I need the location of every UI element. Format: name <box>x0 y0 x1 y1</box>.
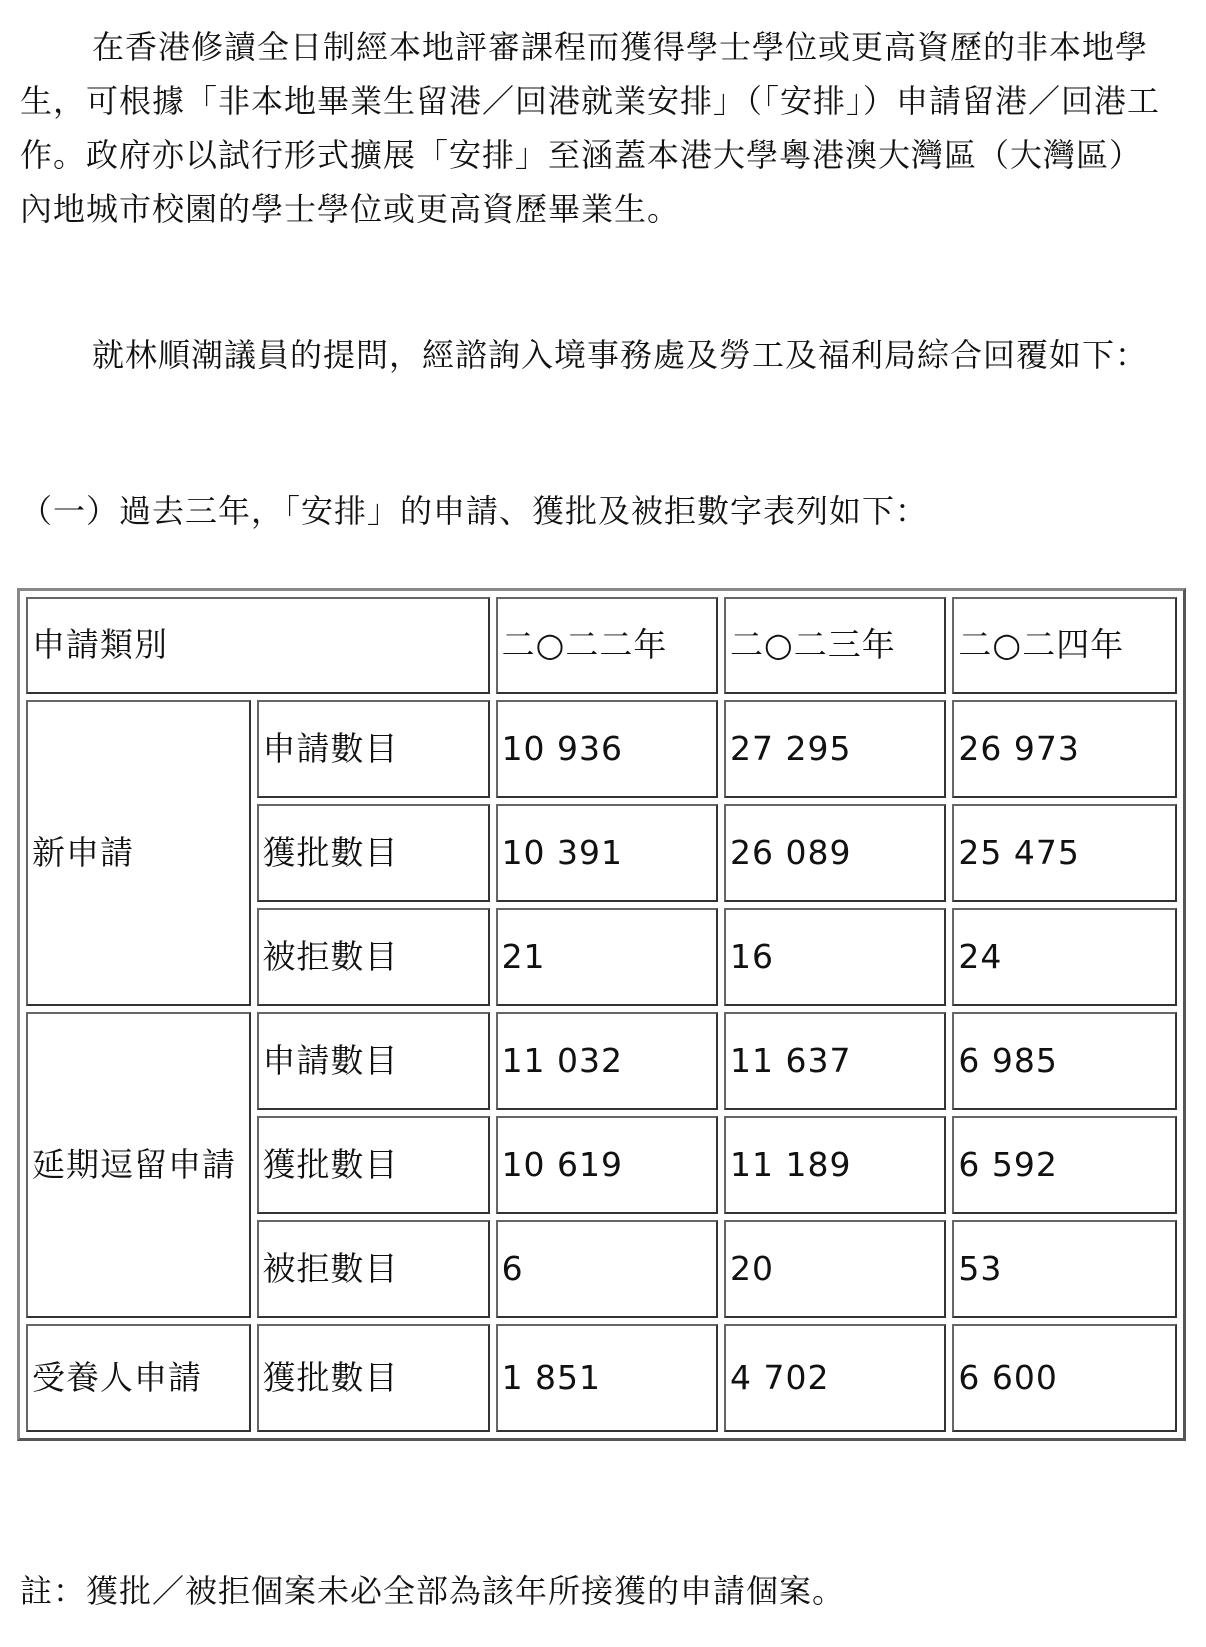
table-header-row <box>26 597 1177 694</box>
table-row <box>26 1324 1177 1433</box>
value-cell: 53 <box>952 1220 1177 1318</box>
value-cell: 11 032 <box>496 1012 718 1110</box>
value-cell: 27 295 <box>724 700 946 798</box>
value-cell: 10 936 <box>496 700 718 798</box>
value-cell: 26 973 <box>952 700 1177 798</box>
group-label-dependant: 受養人申請 <box>26 1324 251 1433</box>
value-cell: 16 <box>724 908 946 1006</box>
value-cell: 1 851 <box>496 1324 718 1433</box>
value-cell: 6 592 <box>952 1116 1177 1214</box>
value-cell: 6 985 <box>952 1012 1177 1110</box>
value-cell: 26 089 <box>724 804 946 902</box>
group-label-extension: 延期逗留申請 <box>26 1012 251 1318</box>
value-cell: 10 391 <box>496 804 718 902</box>
header-year-2022: 二○二二年 <box>496 597 718 694</box>
reply-paragraph: 就林順潮議員的提問，經諮詢入境事務處及勞工及福利局綜合回覆如下： <box>92 336 1149 374</box>
statistics-table-frame <box>17 588 1186 1441</box>
value-cell: 6 <box>496 1220 718 1318</box>
value-cell: 6 600 <box>952 1324 1177 1433</box>
intro-paragraph: 在香港修讀全日制經本地評審課程而獲得學士學位或更高資歷的非本地學生，可根據「非本地畢業生留港／回港就業安排」（「安排」）申請留港／回港工作。政府亦以試行形式擴展「安排」至涵蓋本港大學粵港澳大灣區（大灣區）內地城市校園的學士學位或更高資歷畢業生。 <box>20 28 1161 228</box>
footnote: 註：獲批／被拒個案未必全部為該年所接獲的申請個案。 <box>20 1572 846 1610</box>
row-type-label: 申請數目 <box>257 1012 490 1110</box>
row-type-label: 被拒數目 <box>257 1220 490 1318</box>
row-type-label: 獲批數目 <box>257 804 490 902</box>
header-year-2024: 二○二四年 <box>952 597 1177 694</box>
table-row <box>26 700 1177 798</box>
section-heading: （一）過去三年，「安排」的申請、獲批及被拒數字表列如下： <box>20 492 929 530</box>
value-cell: 20 <box>724 1220 946 1318</box>
value-cell: 24 <box>952 908 1177 1006</box>
value-cell: 10 619 <box>496 1116 718 1214</box>
value-cell: 25 475 <box>952 804 1177 902</box>
value-cell: 11 637 <box>724 1012 946 1110</box>
statistics-table <box>20 591 1183 1438</box>
value-cell: 11 189 <box>724 1116 946 1214</box>
header-category-cell: 申請類別 <box>26 597 490 694</box>
row-type-label: 被拒數目 <box>257 908 490 1006</box>
header-year-2023: 二○二三年 <box>724 597 946 694</box>
row-type-label: 申請數目 <box>257 700 490 798</box>
row-type-label: 獲批數目 <box>257 1116 490 1214</box>
table-row <box>26 1012 1177 1110</box>
value-cell: 4 702 <box>724 1324 946 1433</box>
row-type-label: 獲批數目 <box>257 1324 490 1433</box>
group-label-new: 新申請 <box>26 700 251 1006</box>
value-cell: 21 <box>496 908 718 1006</box>
